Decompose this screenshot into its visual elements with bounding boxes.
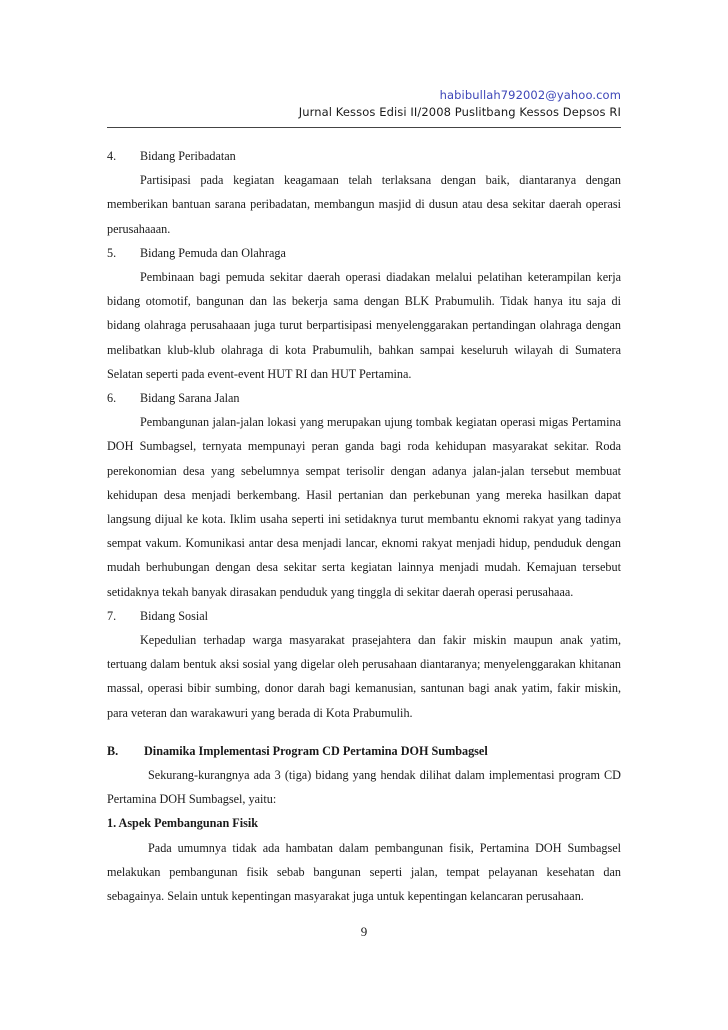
- section-heading: [107, 739, 621, 763]
- subsection-heading: 1. Aspek Pembangunan Fisik: [107, 816, 259, 831]
- item-paragraph: Pembangunan jalan-jalan lokasi yang merupakan ujung tombak kegiatan operasi migas Pertamina DOH Sumbagsel, ternyata mempunayi peran ganda bagi roda kehidupan masyarakat sekitar. Roda perekonomian desa yang sebelumnya sempat terisolir dengan adanya jalan-jalan tersebut membuat kehidupan desa menjadi berkembang. Hasil pertanian dan perkebunan yang mereka hasilkan dapat langsung dijual ke kota. Iklim usaha seperti ini setidaknya turut membantu eknomi rakyat yang tadinya sempat vakum. Komunikasi antar desa menjadi lancar, eknomi rakyat menjadi hidup, penduduk dengan mudah berhubungan dengan desa sekitar serta kegiatan lainnya menjadi mudah. Kemajuan tersebut setidaknya tekah banyak dirasakan penduduk yang tinggla di sekitar daerah operasi perusahaaa.: [107, 415, 621, 599]
- section-intro: Sekurang-kurangnya ada 3 (tiga) bidang yang hendak dilihat dalam implementasi program CD Pertamina DOH Sumbagsel, yaitu:: [107, 768, 621, 807]
- page-number: 9: [360, 924, 368, 939]
- item-title: Bidang Sosial: [140, 608, 209, 623]
- section-title: Dinamika Implementasi Program CD Pertamina DOH Sumbagsel: [144, 743, 488, 758]
- item-heading: [107, 604, 621, 628]
- item-number: 7.: [107, 608, 117, 623]
- item-paragraph: Pembinaan bagi pemuda sekitar daerah operasi diadakan melalui pelatihan keterampilan kerja bidang otomotif, bangunan dan las bekerja sama dengan BLK Prabumulih. Tidak hanya itu saja di bidang olahraga perusahaaan juga turut berpartisipasi menyelenggarakan pertandingan olahraga dengan melibatkan klub-klub olahraga di kota Prabumulih, bahkan sampai keseluruh wilayah di Sumatera Selatan seperti pada event-event HUT RI dan HUT Pertamina.: [107, 270, 621, 381]
- section-letter: B.: [107, 743, 119, 758]
- item-paragraph: Partisipasi pada kegiatan keagamaan telah terlaksana dengan baik, diantaranya dengan memberikan bantuan sarana peribadatan, membangun masjid di dusun atau desa sekitar daerah operasi perusahaaan.: [107, 173, 621, 236]
- item-number: 5.: [107, 245, 117, 260]
- section-spacer: [107, 725, 621, 739]
- header-divider: [107, 127, 621, 128]
- item-title: Bidang Peribadatan: [140, 149, 236, 163]
- item-title: Bidang Pemuda dan Olahraga: [140, 245, 286, 260]
- item-heading: [107, 241, 621, 265]
- document-body: [107, 144, 621, 908]
- item-heading: [107, 144, 621, 168]
- subsection-paragraph: Pada umumnya tidak ada hambatan dalam pembangunan fisik, Pertamina DOH Sumbagsel melakukan pembangunan fisik sebab bangunan seperti jalan, tempat pelayanan kesehatan dan sebagainya. Selain untuk kepentingan masyarakat juga untuk kepentingan kelancaran perusahaan.: [107, 840, 621, 904]
- item-paragraph: Kepedulian terhadap warga masyarakat prasejahtera dan fakir miskin maupun anak yatim, tertuang dalam bentuk aksi sosial yang digelar oleh perusahaan diantaranya; menyelenggarakan khitanan massal, operasi bibir sumbing, donor darah bagi kemanusian, santunan bagi anak yatim, fakir miskin, para veteran dan warakawuri yang berada di Kota Prabumulih.: [107, 633, 621, 720]
- header-email[interactable]: habibullah792002@yahoo.com: [439, 88, 621, 102]
- page-header: [299, 87, 621, 121]
- header-journal-title: Jurnal Kessos Edisi II/2008 Puslitbang Kessos Depsos RI: [298, 105, 621, 119]
- item-number: 6.: [107, 391, 117, 406]
- item-number: 4.: [107, 149, 117, 163]
- item-heading: [107, 386, 621, 410]
- item-title: Bidang Sarana Jalan: [140, 391, 240, 406]
